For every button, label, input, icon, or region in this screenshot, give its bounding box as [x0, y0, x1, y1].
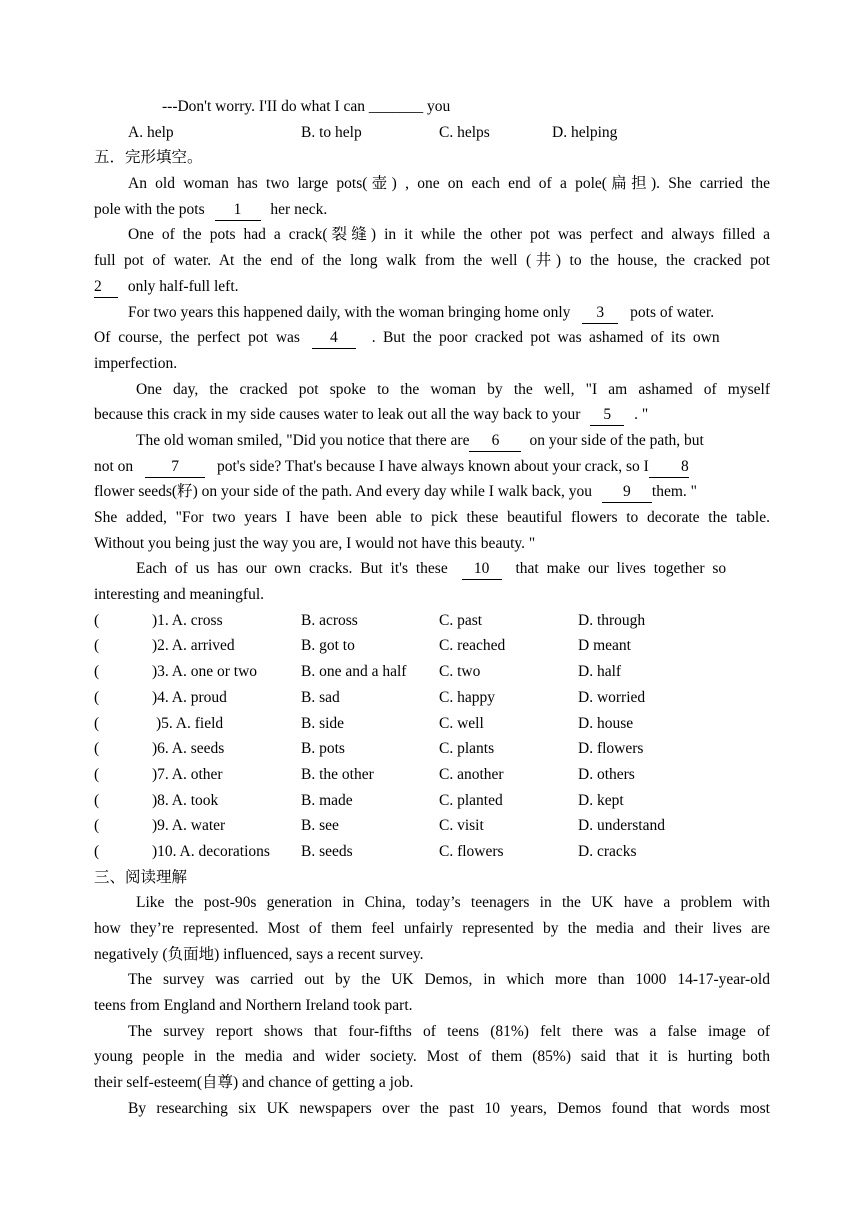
prev-question-line: ---Don't worry. I'II do what I can _______ you	[162, 98, 451, 115]
cloze-p3-line2: Of course, the perfect pot was 4 . But the poor cracked pot was ashamed of its own	[94, 325, 770, 351]
prev-question-options	[94, 120, 770, 146]
question-option-b: B. made	[301, 791, 353, 809]
question-option-c: C. plants	[439, 740, 495, 758]
question-option-a: )3. A. one or two	[152, 663, 258, 681]
cloze-question-row	[94, 608, 770, 634]
cloze-p6-line2: interesting and meaningful.	[94, 586, 265, 604]
question-option-b: B. sad	[301, 688, 340, 706]
question-option-c: C. planted	[439, 791, 503, 809]
blank-1: 1	[215, 200, 261, 221]
answer-paren: (	[94, 817, 100, 835]
blank-6: 6	[469, 431, 521, 452]
cloze-p1-line1: An old woman has two large pots(壶) , one on each end of a pole(扁担). She carried the	[128, 175, 770, 193]
option-d: D. helping	[552, 123, 618, 141]
question-option-a: )5. A. field	[156, 714, 224, 732]
question-option-d: D. worried	[578, 688, 646, 706]
question-option-c: C. flowers	[439, 842, 504, 860]
question-option-d: D. through	[578, 611, 646, 629]
reading-line-1: Like the post-90s generation in China, today’s teenagers in the UK have a problem with	[136, 894, 770, 912]
answer-paren: (	[94, 688, 100, 706]
blank-7: 7	[145, 457, 205, 478]
reading-line-4: The survey was carried out by the UK Demos, in which more than 1000 14-17-year-old	[128, 971, 770, 989]
question-option-a: )8. A. took	[152, 791, 219, 809]
option-b: B. to help	[301, 123, 362, 141]
question-option-b: B. see	[301, 817, 339, 835]
document-page	[94, 94, 770, 1122]
reading-heading: 三、阅读理解	[94, 868, 188, 886]
option-a: A. help	[128, 123, 174, 141]
blank-10: 10	[462, 559, 502, 580]
question-option-a: )6. A. seeds	[152, 740, 225, 758]
question-option-a: )9. A. water	[152, 817, 226, 835]
question-option-b: B. the other	[301, 765, 374, 783]
reading-line-9: By researching six UK newspapers over the past 10 years, Demos found that words most	[128, 1099, 770, 1117]
reading-line-3: negatively (负面地) influenced, says a recent survey.	[94, 945, 424, 963]
question-option-d: D meant	[578, 637, 631, 655]
cloze-p5-line5: Without you being just the way you are, I would not have this beauty. "	[94, 534, 536, 552]
reading-line-2: how they’re represented. Most of them feel unfairly represented by the media and their lives are	[94, 920, 770, 937]
question-option-a: )7. A. other	[152, 765, 223, 783]
blank-4: 4	[312, 328, 356, 349]
question-option-c: C. another	[439, 765, 504, 783]
blank-9: 9	[602, 482, 652, 503]
question-option-b: B. pots	[301, 740, 345, 758]
cloze-question-row	[94, 762, 770, 788]
cloze-question-row	[94, 736, 770, 762]
cloze-heading: 五．完形填空。	[94, 149, 203, 167]
question-option-a: )2. A. arrived	[152, 637, 235, 655]
question-option-a: )1. A. cross	[152, 611, 223, 629]
question-option-d: D. house	[578, 714, 634, 732]
question-option-c: C. two	[439, 663, 481, 681]
question-option-c: C. well	[439, 714, 484, 732]
reading-line-6: The survey report shows that four-fifths of teens (81%) felt there was a false image of	[128, 1022, 770, 1040]
question-option-a: )10. A. decorations	[152, 842, 270, 860]
cloze-p5-line3: flower seeds(籽) on your side of the path. And every day while I walk back, you 9 them. "	[94, 479, 770, 505]
cloze-p6-line1: Each of us has our own cracks. But it's these 10 that make our lives together so	[94, 556, 770, 582]
question-option-b: B. side	[301, 714, 345, 732]
question-option-c: C. past	[439, 611, 483, 629]
reading-line-7: young people in the media and wider society. Most of them (85%) said that it is hurting both	[94, 1048, 770, 1066]
cloze-question-row	[94, 659, 770, 685]
cloze-question-row	[94, 788, 770, 814]
cloze-p4-line1: One day, the cracked pot spoke to the woman by the well, "I am ashamed of myself	[136, 380, 770, 398]
answer-paren: (	[94, 765, 100, 783]
answer-paren: (	[94, 740, 100, 758]
cloze-question-row	[94, 711, 770, 737]
question-option-b: B. got to	[301, 637, 355, 655]
cloze-question-row	[94, 633, 770, 659]
question-option-b: B. seeds	[301, 842, 353, 860]
answer-paren: (	[94, 637, 100, 655]
question-option-d: D. kept	[578, 791, 624, 809]
answer-paren: (	[94, 714, 100, 732]
cloze-p2-line2: full pot of water. At the end of the long walk from the well (井) to the house, the cracked pot	[94, 252, 770, 270]
cloze-p5-line4: She added, "For two years I have been able to pick these beautiful flowers to decorate the table.	[94, 509, 770, 526]
cloze-question-row	[94, 813, 770, 839]
answer-paren: (	[94, 663, 100, 681]
reading-line-5: teens from England and Northern Ireland took part.	[94, 997, 413, 1015]
answer-paren: (	[94, 842, 100, 860]
question-option-b: B. one and a half	[301, 663, 407, 681]
cloze-p2-line1: One of the pots had a crack(裂缝) in it while the other pot was perfect and always filled a	[128, 226, 770, 244]
blank-8: 8	[649, 457, 689, 478]
question-option-d: D. half	[578, 663, 622, 681]
blank-2: 2	[94, 277, 118, 298]
cloze-p4-line2: because this crack in my side causes water to leak out all the way back to your 5 . "	[94, 402, 770, 428]
question-option-d: D. understand	[578, 817, 665, 835]
question-option-d: D. others	[578, 765, 635, 783]
cloze-question-row	[94, 685, 770, 711]
cloze-question-list	[94, 608, 770, 865]
reading-line-8: their self-esteem(自尊) and chance of getting a job.	[94, 1074, 414, 1092]
question-option-b: B. across	[301, 611, 358, 629]
cloze-question-row	[94, 839, 770, 865]
answer-paren: (	[94, 791, 100, 809]
cloze-p5-line2: not on 7 pot's side? That's because I have always known about your crack, so I 8	[94, 454, 770, 480]
cloze-p3-line1: For two years this happened daily, with the woman bringing home only 3 pots of water.	[94, 300, 770, 326]
answer-paren: (	[94, 611, 100, 629]
blank-3: 3	[582, 303, 618, 324]
cloze-p5-line1: The old woman smiled, "Did you notice that there are 6 on your side of the path, but	[94, 428, 770, 454]
option-c: C. helps	[439, 123, 490, 141]
question-option-d: D. flowers	[578, 740, 644, 758]
cloze-p3-line3: imperfection.	[94, 354, 178, 372]
cloze-p1-line2: pole with the pots 1 her neck.	[94, 197, 770, 223]
question-option-c: C. reached	[439, 637, 506, 655]
cloze-p2-line3: 2 only half-full left.	[94, 274, 770, 300]
question-option-c: C. happy	[439, 688, 495, 706]
blank-5: 5	[590, 405, 624, 426]
question-option-a: )4. A. proud	[152, 688, 227, 706]
question-option-d: D. cracks	[578, 842, 637, 860]
question-option-c: C. visit	[439, 817, 484, 835]
